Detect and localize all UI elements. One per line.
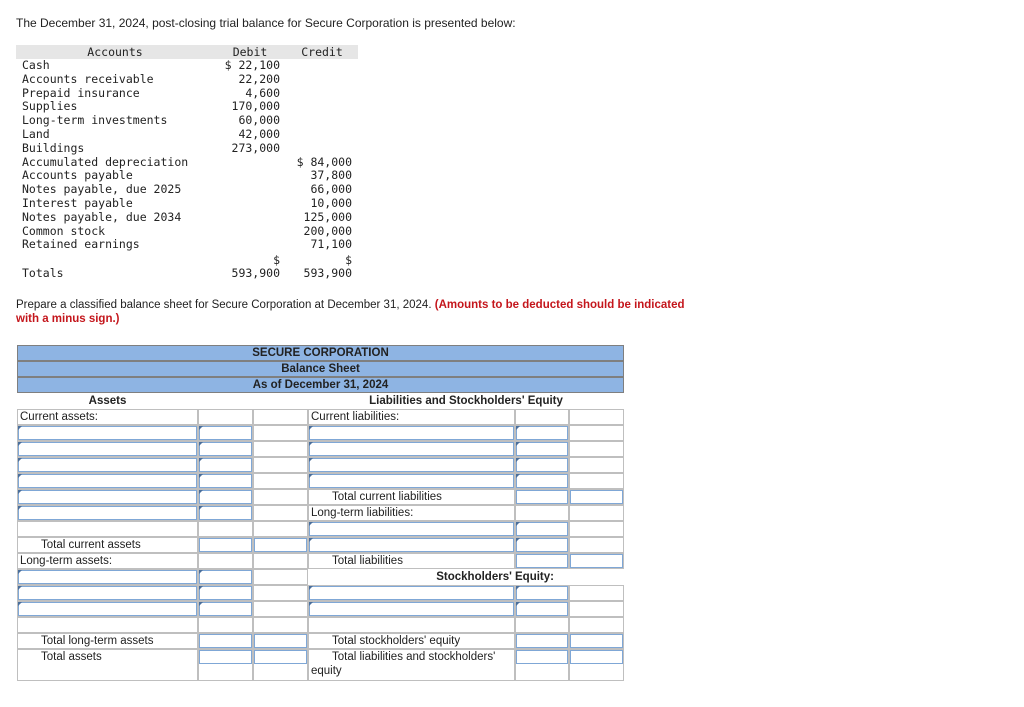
l-grid-cell <box>569 473 624 489</box>
a-input-marker <box>18 442 22 446</box>
tb-account-cell: Notes payable, due 2034 <box>22 209 182 224</box>
l-amount-input[interactable] <box>516 474 568 488</box>
a-grid-cell <box>198 553 253 569</box>
a-total-label: Total assets <box>41 651 102 663</box>
trial-balance-row <box>16 142 358 156</box>
tb-account-cell: Notes payable, due 2025 <box>22 182 182 197</box>
l-total-label: Total stockholders' equity <box>332 635 461 647</box>
l-account-input[interactable] <box>309 538 514 552</box>
l-section-header: Liabilities and Stockholders' Equity <box>369 395 563 407</box>
tb-credit-cell: 66,000 <box>310 182 352 197</box>
tb-account-cell: Accounts payable <box>22 168 133 183</box>
trial-balance-row <box>16 225 358 239</box>
statement-title: Balance Sheet <box>17 361 624 377</box>
tb-credit-cell: 200,000 <box>303 223 352 238</box>
l-amount-marker <box>516 474 520 478</box>
a-grid-cell <box>198 409 253 425</box>
l-amount-input[interactable] <box>516 602 568 616</box>
total-liab-equity-label-2: equity <box>311 665 342 677</box>
a-total-label: Total long-term assets <box>41 635 154 647</box>
a-grid-cell <box>253 441 308 457</box>
tb-credit-cell: 71,100 <box>310 237 352 252</box>
l-amount-input[interactable] <box>516 586 568 600</box>
tb-debit-cell <box>214 197 286 211</box>
a-amount-input[interactable] <box>199 458 252 472</box>
l-grid-cell <box>308 617 515 633</box>
a-grid-cell <box>253 505 308 521</box>
l-grid-cell <box>515 409 569 425</box>
a-input-marker <box>18 570 22 574</box>
total-credit <box>286 252 358 280</box>
tb-credit-cell <box>286 87 358 101</box>
tb-account-cell: Supplies <box>22 99 78 114</box>
a-grid-cell <box>17 521 198 537</box>
a-grid-cell <box>253 569 308 585</box>
tb-debit-cell <box>214 169 286 183</box>
statement-date: As of December 31, 2024 <box>17 377 624 393</box>
a-account-input[interactable] <box>18 586 197 600</box>
l-amount-marker <box>516 602 520 606</box>
total-credit-sign: $ <box>345 253 352 268</box>
a-amount-marker <box>199 442 203 446</box>
a-total-label: Total current assets <box>41 539 141 551</box>
trial-balance-row <box>16 183 358 197</box>
a-grid-cell <box>253 553 308 569</box>
a-grid-cell <box>253 521 308 537</box>
a-amount-marker <box>199 602 203 606</box>
l-input-marker <box>309 442 313 446</box>
l-total-label: Total liabilities <box>332 555 403 567</box>
a-grid-cell <box>253 585 308 601</box>
trial-balance-row <box>16 100 358 114</box>
a-amount-input[interactable] <box>199 490 252 504</box>
a-input-marker <box>18 490 22 494</box>
l-grid-cell <box>569 521 624 537</box>
a-total-input-2[interactable] <box>254 650 307 664</box>
instructions-note: (Amounts to be deducted should be indicated with a minus sign.) <box>16 299 685 325</box>
a-amount-marker <box>199 426 203 430</box>
total-credit-value: 593,900 <box>303 266 352 281</box>
a-total-input-1[interactable] <box>199 538 252 552</box>
a-amount-marker <box>199 506 203 510</box>
a-account-input[interactable] <box>18 426 197 440</box>
l-grid-cell <box>569 617 624 633</box>
trial-balance-row <box>16 238 358 252</box>
trial-balance-row <box>16 87 358 101</box>
a-total-input-1[interactable] <box>199 650 252 664</box>
a-amount-input[interactable] <box>199 570 252 584</box>
a-amount-marker <box>199 490 203 494</box>
l-total-input-1[interactable] <box>516 554 568 568</box>
trial-balance-row <box>16 128 358 142</box>
a-grid-cell <box>17 617 198 633</box>
tb-account-cell: Common stock <box>22 223 106 238</box>
tb-credit-cell: 37,800 <box>310 168 352 183</box>
intro-text: The December 31, 2024, post-closing trial balance for Secure Corporation is presented below: <box>16 16 516 30</box>
a-input-marker <box>18 506 22 510</box>
tb-credit-cell <box>286 73 358 87</box>
tb-account-cell: Prepaid insurance <box>22 85 140 100</box>
tb-account-cell: Long-term investments <box>22 113 168 128</box>
tb-credit-cell: 125,000 <box>303 209 352 224</box>
l-grid-cell <box>569 537 624 553</box>
totals-label: Totals <box>22 266 64 281</box>
a-account-input[interactable] <box>18 602 197 616</box>
l-amount-input[interactable] <box>516 442 568 456</box>
tb-credit-cell <box>286 128 358 142</box>
total-debit <box>214 252 286 280</box>
l-grid-cell <box>569 441 624 457</box>
l-grid-cell <box>569 585 624 601</box>
l-section-label: Long-term liabilities: <box>311 507 414 519</box>
a-section-header: Assets <box>88 395 127 407</box>
l-total-input-2[interactable] <box>570 554 623 568</box>
l-grid-cell <box>569 601 624 617</box>
trial-balance-row <box>16 211 358 225</box>
l-total-input-2[interactable] <box>570 650 623 664</box>
tb-credit-cell <box>286 59 358 73</box>
l-amount-input[interactable] <box>516 458 568 472</box>
l-grid-cell <box>515 617 569 633</box>
a-input-marker <box>18 426 22 430</box>
a-grid-cell <box>253 425 308 441</box>
trial-balance-row <box>16 114 358 128</box>
tb-debit-cell: 273,000 <box>231 140 280 155</box>
l-total-input-2[interactable] <box>570 490 623 504</box>
a-input-marker <box>18 586 22 590</box>
total-debit-sign: $ <box>273 253 280 268</box>
a-amount-input[interactable] <box>199 442 252 456</box>
l-amount-marker <box>516 522 520 526</box>
a-grid-cell <box>253 409 308 425</box>
tb-debit-cell: 42,000 <box>238 126 280 141</box>
tb-account-cell: Buildings <box>22 140 85 155</box>
l-total-input-1[interactable] <box>516 650 568 664</box>
trial-balance-row <box>16 197 358 211</box>
tb-debit-cell: 60,000 <box>238 113 280 128</box>
tb-credit-cell <box>286 142 358 156</box>
a-grid-cell <box>253 473 308 489</box>
tb-account-cell: Retained earnings <box>22 237 140 252</box>
l-account-input[interactable] <box>309 474 514 488</box>
a-input-marker <box>18 602 22 606</box>
a-total-input-1[interactable] <box>199 634 252 648</box>
a-section-label: Current assets: <box>20 411 98 423</box>
trial-balance-table <box>16 45 358 280</box>
l-total-input-1[interactable] <box>516 634 568 648</box>
tb-debit-cell <box>214 225 286 239</box>
a-grid-cell <box>253 489 308 505</box>
l-grid-cell <box>569 425 624 441</box>
l-grid-cell <box>515 505 569 521</box>
debit-header: Debit <box>214 45 286 59</box>
total-debit-value: 593,900 <box>231 266 280 281</box>
l-grid-cell <box>569 457 624 473</box>
l-grid-cell <box>569 409 624 425</box>
tb-credit-cell <box>286 114 358 128</box>
a-grid-cell <box>253 617 308 633</box>
tb-debit-cell <box>214 183 286 197</box>
l-account-input[interactable] <box>309 602 514 616</box>
a-input-marker <box>18 474 22 478</box>
a-total-input-2[interactable] <box>254 538 307 552</box>
a-amount-input[interactable] <box>199 426 252 440</box>
a-account-input[interactable] <box>18 490 197 504</box>
trial-balance-row <box>16 59 358 73</box>
l-amount-marker <box>516 538 520 542</box>
a-amount-input[interactable] <box>199 602 252 616</box>
tb-account-cell: Accumulated depreciation <box>22 154 189 169</box>
l-input-marker <box>309 522 313 526</box>
l-amount-input[interactable] <box>516 522 568 536</box>
a-section-label: Long-term assets: <box>20 555 113 567</box>
l-amount-input[interactable] <box>516 538 568 552</box>
l-total-input-1[interactable] <box>516 490 568 504</box>
instructions <box>16 298 696 326</box>
a-grid-cell <box>253 457 308 473</box>
l-input-marker <box>309 586 313 590</box>
totals-row <box>16 252 358 280</box>
l-amount-marker <box>516 458 520 462</box>
l-total-input-2[interactable] <box>570 634 623 648</box>
trial-balance-row <box>16 169 358 183</box>
a-total-input-2[interactable] <box>254 634 307 648</box>
tb-credit-cell: $ 84,000 <box>296 154 352 169</box>
instructions-text: Prepare a classified balance sheet for Secure Corporation at December 31, 2024. <box>16 299 432 311</box>
trial-balance-row <box>16 73 358 87</box>
l-account-input[interactable] <box>309 458 514 472</box>
l-amount-input[interactable] <box>516 426 568 440</box>
l-input-marker <box>309 458 313 462</box>
l-account-input[interactable] <box>309 522 514 536</box>
a-grid-cell <box>253 601 308 617</box>
tb-debit-cell: 4,600 <box>245 85 280 100</box>
l-amount-marker <box>516 426 520 430</box>
tb-debit-cell <box>214 211 286 225</box>
a-amount-marker <box>199 586 203 590</box>
tb-debit-cell: 170,000 <box>231 99 280 114</box>
a-amount-input[interactable] <box>199 586 252 600</box>
a-amount-marker <box>199 458 203 462</box>
tb-debit-cell: $ 22,100 <box>224 58 280 72</box>
l-account-input[interactable] <box>309 586 514 600</box>
tb-credit-cell <box>286 100 358 114</box>
a-amount-input[interactable] <box>199 506 252 520</box>
l-account-input[interactable] <box>309 426 514 440</box>
l-total-label: Total liabilities and stockholders' <box>332 651 496 663</box>
a-account-input[interactable] <box>18 474 197 488</box>
tb-debit-cell: 22,200 <box>238 71 280 86</box>
tb-account-cell: Interest payable <box>22 195 133 210</box>
l-grid-cell <box>569 505 624 521</box>
a-account-input[interactable] <box>18 458 197 472</box>
l-total-label: Total current liabilities <box>332 491 442 503</box>
a-amount-marker <box>199 474 203 478</box>
tb-debit-cell <box>214 156 286 170</box>
l-section-header: Stockholders' Equity: <box>436 571 554 583</box>
a-account-input[interactable] <box>18 570 197 584</box>
a-input-marker <box>18 458 22 462</box>
l-account-input[interactable] <box>309 442 514 456</box>
l-input-marker <box>309 538 313 542</box>
l-amount-marker <box>516 442 520 446</box>
a-account-input[interactable] <box>18 506 197 520</box>
a-amount-marker <box>199 570 203 574</box>
a-account-input[interactable] <box>18 442 197 456</box>
company-name: SECURE CORPORATION <box>17 345 624 361</box>
credit-header: Credit <box>286 45 358 59</box>
a-amount-input[interactable] <box>199 474 252 488</box>
tb-account-cell: Land <box>22 126 50 141</box>
l-amount-marker <box>516 586 520 590</box>
tb-account-cell: Cash <box>22 58 50 72</box>
tb-account-cell: Accounts receivable <box>22 71 154 86</box>
l-input-marker <box>309 426 313 430</box>
a-grid-cell <box>198 521 253 537</box>
trial-balance-row <box>16 156 358 170</box>
accounts-header: Accounts <box>16 45 214 59</box>
l-input-marker <box>309 474 313 478</box>
l-section-label: Current liabilities: <box>311 411 400 423</box>
tb-credit-cell: 10,000 <box>310 195 352 210</box>
a-grid-cell <box>198 617 253 633</box>
l-input-marker <box>309 602 313 606</box>
tb-debit-cell <box>214 238 286 252</box>
